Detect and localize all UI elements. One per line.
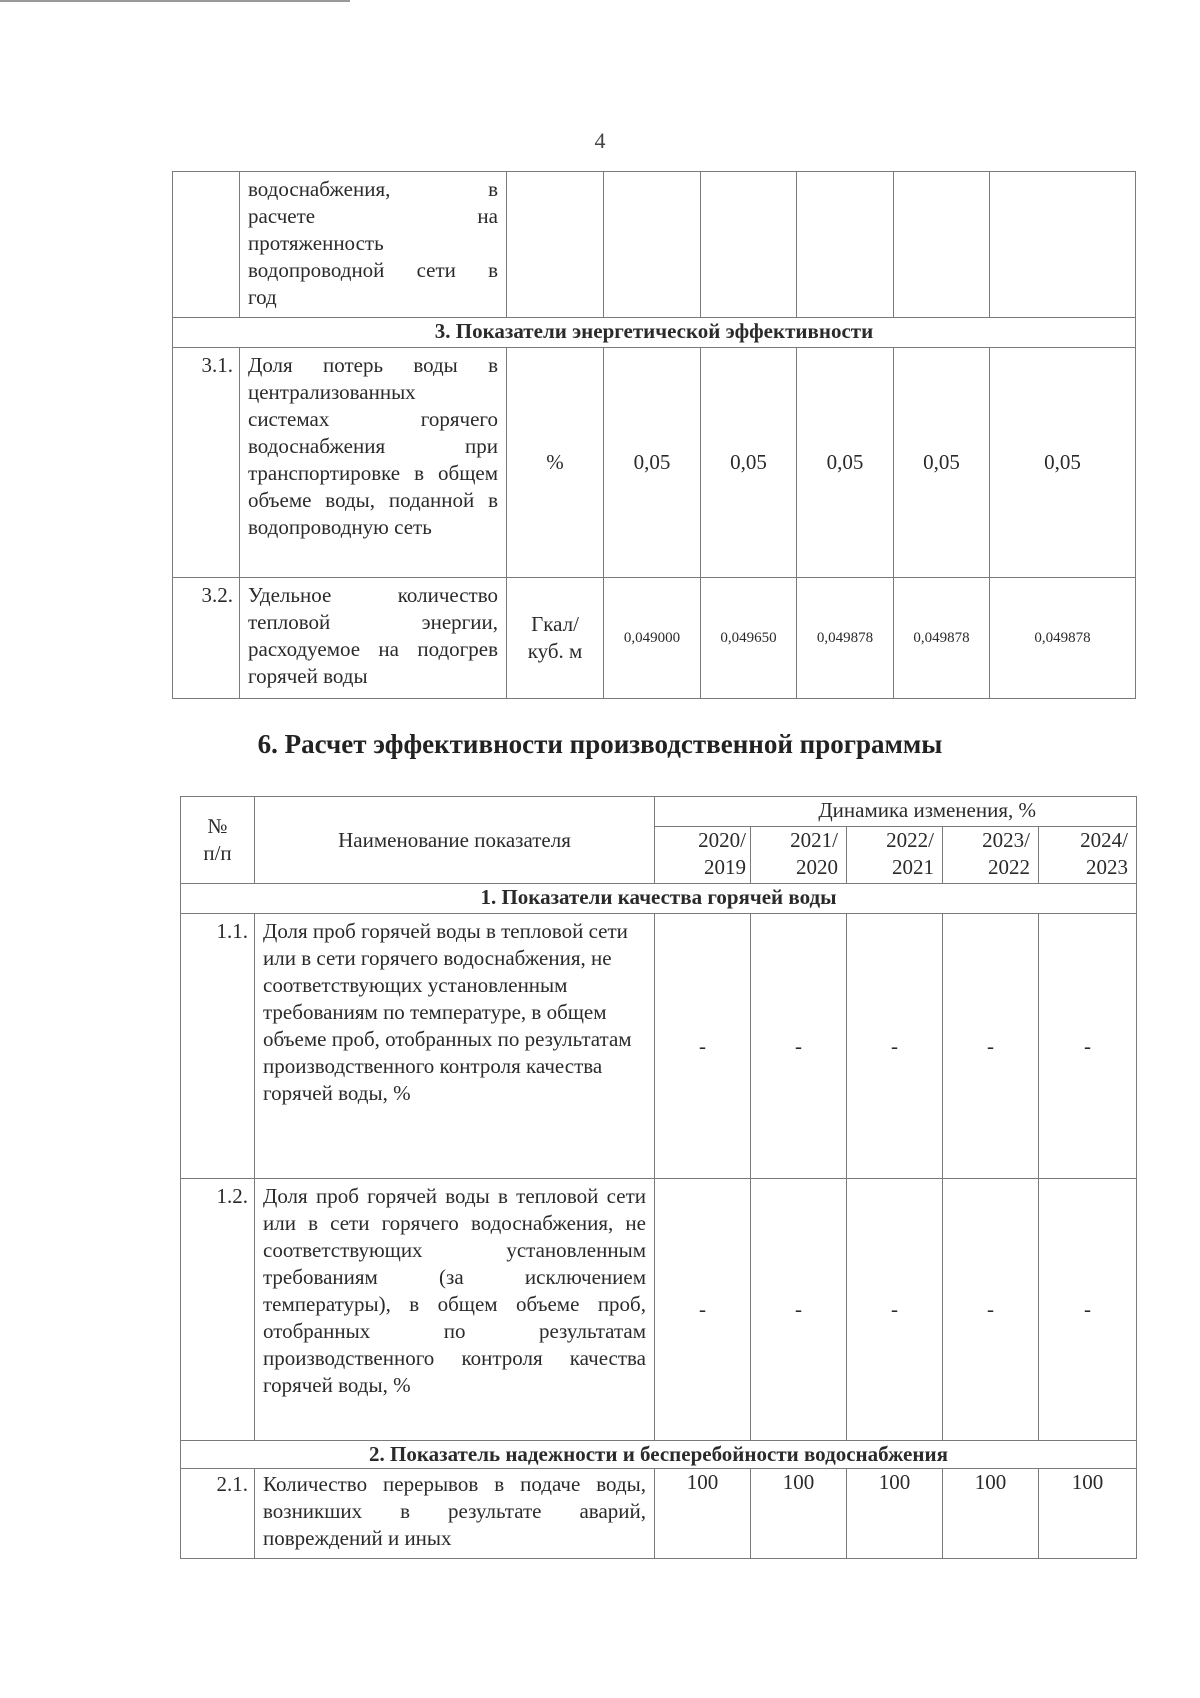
value-cell: 0,05 xyxy=(797,348,894,578)
year-header-cell xyxy=(655,827,751,884)
value-cell: - xyxy=(751,1179,847,1441)
value-cell: - xyxy=(655,914,751,1179)
header-row xyxy=(181,797,1137,827)
table-row xyxy=(173,348,1136,578)
row-number-cell: 1.2. xyxy=(181,1179,255,1441)
scan-top-edge-line xyxy=(0,0,350,2)
unit-cell xyxy=(507,172,604,318)
year-top: 2020/ xyxy=(698,828,746,852)
indicator-name-cell: Доля потерь воды в централизованных системах горячего водоснабжения при транспортировке в общем объеме воды, поданной в водопроводную сеть xyxy=(240,348,507,578)
value-cell xyxy=(604,172,701,318)
value-cell: 0,05 xyxy=(701,348,797,578)
value-cell xyxy=(701,172,797,318)
year-top: 2024/ xyxy=(1080,828,1128,852)
year-header-cell xyxy=(847,827,943,884)
section-row xyxy=(173,318,1136,348)
value-cell: - xyxy=(1039,1179,1137,1441)
section-heading: 6. Расчет эффективности производственной программы xyxy=(257,729,943,759)
year-top: 2021/ xyxy=(790,828,838,852)
year-header-cell xyxy=(751,827,847,884)
value-cell: 0,049878 xyxy=(990,578,1136,699)
value-cell: 0,049878 xyxy=(797,578,894,699)
year-top: 2022/ xyxy=(886,828,934,852)
table-row xyxy=(173,578,1136,699)
year-bottom: 2021 xyxy=(892,855,934,879)
value-cell: 100 xyxy=(943,1469,1039,1559)
indicator-name-cell xyxy=(240,172,507,318)
value-cell: - xyxy=(943,1179,1039,1441)
value-cell: 0,05 xyxy=(990,348,1136,578)
indicators-table-continued xyxy=(172,171,1136,699)
unit-line: Гкал/ xyxy=(531,612,579,636)
table-row xyxy=(173,172,1136,318)
header-text: п/п xyxy=(203,841,232,865)
value-cell: - xyxy=(847,1179,943,1441)
value-cell: - xyxy=(847,914,943,1179)
text-line: год xyxy=(248,285,277,309)
section-title: 1. Показатели качества горячей воды xyxy=(181,884,1137,914)
header-text: № xyxy=(207,814,228,838)
year-bottom: 2019 xyxy=(704,855,746,879)
value-cell: 0,049000 xyxy=(604,578,701,699)
unit-cell: % xyxy=(507,348,604,578)
header-number-cell xyxy=(181,797,255,884)
value-cell xyxy=(894,172,990,318)
efficiency-table xyxy=(180,796,1137,1559)
row-number-cell xyxy=(173,172,240,318)
table-row xyxy=(181,1179,1137,1441)
section-row xyxy=(181,884,1137,914)
value-cell: - xyxy=(655,1179,751,1441)
value-cell: 0,049878 xyxy=(894,578,990,699)
row-number-cell: 3.2. xyxy=(173,578,240,699)
year-header-cell xyxy=(943,827,1039,884)
year-top: 2023/ xyxy=(982,828,1030,852)
text-line: водопроводной сети в xyxy=(248,258,498,282)
value-cell: - xyxy=(943,914,1039,1179)
value-cell: 100 xyxy=(655,1469,751,1559)
section-title: 2. Показатель надежности и бесперебойности водоснабжения xyxy=(181,1441,1137,1469)
text-line: расчете на xyxy=(248,204,498,228)
value-cell: 100 xyxy=(751,1469,847,1559)
value-cell: - xyxy=(1039,914,1137,1179)
value-cell: - xyxy=(751,914,847,1179)
section-title: 3. Показатели энергетической эффективности xyxy=(173,318,1136,348)
table-row xyxy=(181,914,1137,1179)
unit-line: куб. м xyxy=(527,639,583,663)
section-row xyxy=(181,1441,1137,1469)
value-cell: 0,05 xyxy=(604,348,701,578)
indicator-name-cell: Удельное количество тепловой энергии, расходуемое на подогрев горячей воды xyxy=(240,578,507,699)
value-cell xyxy=(797,172,894,318)
indicator-name-cell: Доля проб горячей воды в тепловой сети или в сети горячего водоснабжения, не соответствующих установленным требованиям (за исключением температуры), в общем объеме проб, отобранных по результатам производственного контроля качества горячей воды, % xyxy=(255,1179,655,1441)
header-name-cell: Наименование показателя xyxy=(255,797,655,884)
value-cell: 0,049650 xyxy=(701,578,797,699)
indicator-name-cell: Доля проб горячей воды в тепловой сети или в сети горячего водоснабжения, не соответствующих установленным требованиям по температуре, в общем объеме проб, отобранных по результатам производственного контроля качества горячей воды, % xyxy=(255,914,655,1179)
table-row xyxy=(181,1469,1137,1559)
year-bottom: 2020 xyxy=(796,855,838,879)
year-bottom: 2022 xyxy=(988,855,1030,879)
value-cell: 100 xyxy=(1039,1469,1137,1559)
value-cell: 0,05 xyxy=(894,348,990,578)
header-dynamics-cell: Динамика изменения, % xyxy=(655,797,1137,827)
text-line: протяженность xyxy=(248,231,384,255)
value-cell xyxy=(990,172,1136,318)
row-number-cell: 1.1. xyxy=(181,914,255,1179)
year-header-cell xyxy=(1039,827,1137,884)
page-number: 4 xyxy=(594,128,606,153)
unit-cell xyxy=(507,578,604,699)
year-bottom: 2023 xyxy=(1086,855,1128,879)
row-number-cell: 2.1. xyxy=(181,1469,255,1559)
text-line: водоснабжения, в xyxy=(248,177,498,201)
row-number-cell: 3.1. xyxy=(173,348,240,578)
indicator-name-cell: Количество перерывов в подаче воды, возникших в результате аварий, повреждений и иных xyxy=(255,1469,655,1559)
value-cell: 100 xyxy=(847,1469,943,1559)
